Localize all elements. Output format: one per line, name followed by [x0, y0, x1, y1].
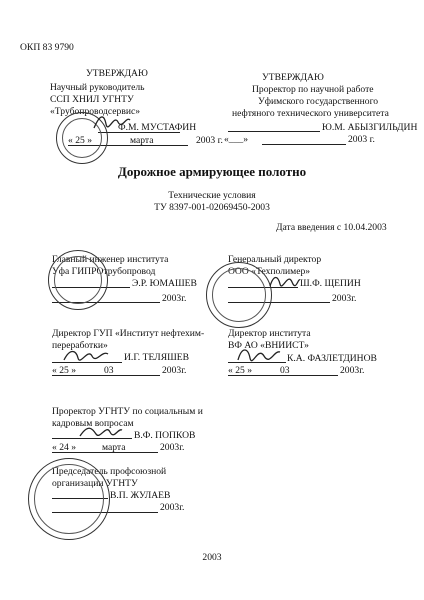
signer-4-date-line [228, 375, 338, 376]
approve-left-word: УТВЕРЖДАЮ [86, 68, 148, 79]
document-title: Дорожное армирующее полотно [117, 164, 307, 179]
signer-5-date: 2003г. [160, 442, 185, 453]
signer-3-date-month: 03 [104, 365, 114, 376]
signer-5-date-line [52, 452, 158, 453]
signer-5-signature-icon [78, 422, 124, 440]
approve-left-date-year: 2003 г. [196, 135, 223, 146]
approve-right-date-line [262, 144, 346, 145]
approve-left-line1: Научный руководитель [50, 82, 145, 93]
signer-3-date: 2003г. [162, 365, 187, 376]
signer-2-line2: ООО «Техполимер» [228, 266, 311, 277]
intro-date: Дата введения с 10.04.2003 [276, 222, 387, 233]
signer-2-name: Ш.Ф. ЩЕПИН [300, 278, 361, 289]
signer-5-line1: Проректор УГНТУ по социальным и [52, 406, 203, 417]
signer-1-date: 2003г. [162, 293, 187, 304]
signer-4-date-month: 03 [280, 365, 290, 376]
approve-left-line2: ССП ХНИЛ УГНТУ [50, 94, 134, 105]
document-subtitle: Технические условия [168, 190, 256, 201]
approve-left-line3: «Трубопроводсервис» [50, 106, 141, 117]
approve-right-name: Ю.М. АБЫЗГИЛЬДИН [322, 122, 418, 133]
signer-5-date-day: « 24 » [52, 442, 76, 453]
signer-4-date-day: « 25 » [228, 365, 252, 376]
approve-right-date-year: 2003 г. [348, 134, 375, 145]
signer-1-name: Э.Р. ЮМАШЕВ [132, 278, 197, 289]
signer-5-name: В.Ф. ПОПКОВ [134, 430, 196, 441]
signer-2-date: 2003г. [332, 293, 357, 304]
signer-1-line1: Главный инженер института [52, 254, 169, 265]
signer-4-line1: Директор института [228, 328, 311, 339]
approve-right-date-day: «___» [224, 134, 248, 145]
signer-4-name: К.А. ФАЗЛЕТДИНОВ [287, 353, 377, 364]
signer-3-date-line [52, 375, 160, 376]
okp-code: ОКП 83 9790 [20, 42, 74, 53]
signer-3-line1: Директор ГУП «Институт нефтехим- [52, 328, 205, 339]
approve-right-word: УТВЕРЖДАЮ [262, 72, 324, 83]
approve-left-date-day: « 25 » [68, 135, 92, 146]
signer-6-line1: Председатель профсоюзной [52, 466, 167, 477]
footer-year: 2003 [202, 552, 222, 563]
signer-2-line1: Генеральный директор [228, 254, 322, 265]
signer-3-line2: переработки» [52, 340, 108, 351]
signer-3-signature-icon [62, 346, 110, 364]
approve-right-line3: нефтяного технического университета [232, 108, 389, 119]
signer-3-date-day: « 25 » [52, 365, 76, 376]
signer-3-name: И.Г. ТЕЛЯШЕВ [124, 352, 190, 363]
approve-left-name-line [98, 132, 180, 133]
signer-2-stamp-icon [206, 262, 272, 328]
signer-4-signature-icon [236, 344, 282, 364]
signer-6-line2: организации УГНТУ [52, 478, 138, 489]
approve-left-name: Ф.М. МУСТАФИН [118, 122, 197, 133]
signer-6-name: В.П. ЖУЛАЕВ [110, 490, 171, 501]
signer-5-line2: кадровым вопросам [52, 418, 134, 429]
signer-1-stamp-icon [48, 250, 108, 310]
document-spec: ТУ 8397-001-02069450-2003 [154, 202, 270, 213]
signer-4-date: 2003г. [340, 365, 365, 376]
signer-1-line2: Уфа ГИПРОтрубопровод [52, 266, 156, 277]
signer-5-date-month: марта [102, 442, 126, 453]
approve-right-line2: Уфимского государственного [258, 96, 379, 107]
signer-6-stamp-icon [28, 458, 110, 540]
approve-right-sign-line [228, 131, 320, 132]
approve-left-date-month: марта [130, 135, 154, 146]
signer-6-date: 2003г. [160, 502, 185, 513]
signer-4-line2: ВФ АО «ВНИИСТ» [228, 340, 309, 351]
signer-2-signature-icon [268, 270, 302, 290]
approve-right-line1: Проректор по научной работе [252, 84, 374, 95]
left-signature-icon [92, 110, 132, 132]
